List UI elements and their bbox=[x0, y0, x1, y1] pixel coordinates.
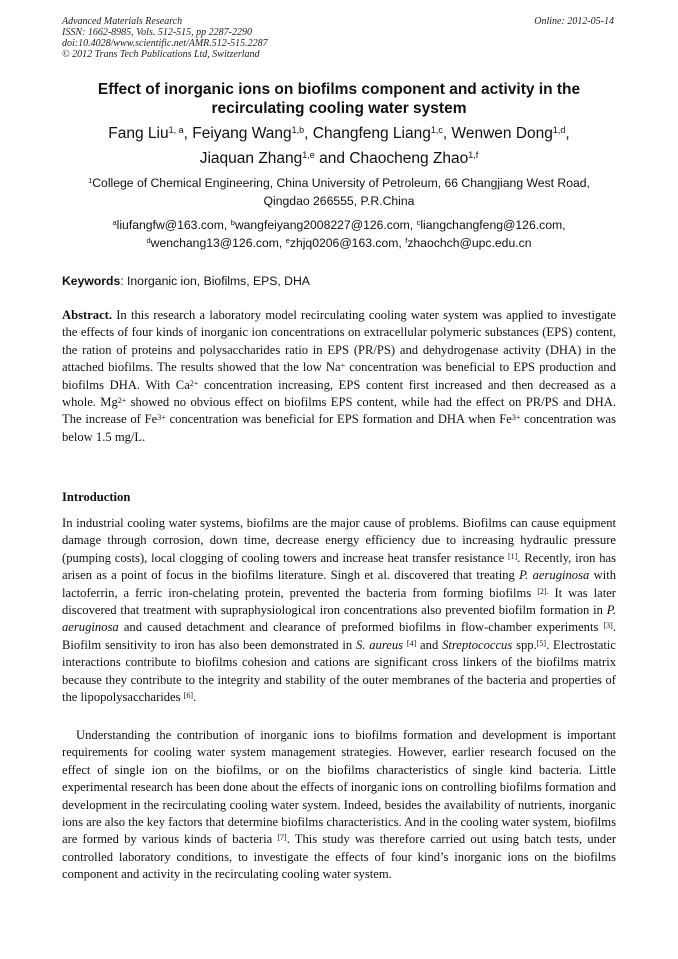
email: wenchang13@126.com, bbox=[150, 236, 283, 250]
species-name: P. aeruginosa bbox=[519, 568, 590, 583]
intro-paragraph-1 bbox=[62, 515, 616, 706]
author-name: Jiaquan Zhang bbox=[199, 150, 303, 167]
abstract-text: showed no obvious effect on biofilms EPS content, while had the effect on PR/PS and DHA. The increase of Fe bbox=[62, 395, 616, 427]
email-sup: b bbox=[230, 218, 235, 227]
author-sup: 1,e bbox=[302, 150, 315, 160]
issn: ISSN: 1662-8985, Vols. 512-515, pp 2287-2290 bbox=[62, 27, 252, 38]
abstract-label: Abstract. bbox=[62, 308, 113, 322]
body-text: . This study was therefore carried out using batch tests, under controlled laboratory conditions, to investigate the effects of four kind’s inorganic ions on the biofilms component and activity in the recirculating cooling water system. bbox=[62, 832, 617, 882]
ion-charge: 2+ bbox=[117, 396, 127, 406]
journal-name: Advanced Materials Research bbox=[62, 16, 183, 27]
body-text: spp. bbox=[512, 637, 537, 652]
body-text: . Biofilm sensitivity to iron has also been demonstrated in bbox=[62, 620, 616, 652]
abstract-text: concentration was beneficial for EPS formation and DHA when Fe bbox=[165, 412, 512, 427]
citation: [1] bbox=[507, 551, 518, 561]
email: zhaochch@upc.edu.cn bbox=[407, 236, 532, 250]
body-text: . Electrostatic interactions contribute to biofilms cohesion and cations are significant cross linkers of the biofilms matrix because they contribute to the integrity and stability of the outer membranes of the bacteria and properties of the lipopolysaccharides bbox=[62, 637, 616, 705]
affiliation-line-2: Qingdao 266555, P.R.China bbox=[263, 194, 415, 208]
ion-charge: + bbox=[340, 361, 346, 371]
affiliation-sup: 1 bbox=[88, 176, 93, 185]
author-sup: 1,f bbox=[468, 150, 479, 160]
body-text: In industrial cooling water systems, biofilms are the major cause of problems. Biofilms can cause equipment damage through corrosion, down time, decrease energy efficiency due to increasing hydraulic pressure (pumping costs), local clogging of cooling towers and increase heat transfer resistance bbox=[62, 516, 616, 565]
email-sup: a bbox=[112, 218, 117, 227]
author-sup: 1,d bbox=[552, 125, 566, 135]
copyright: © 2012 Trans Tech Publications Ltd, Switzerland bbox=[62, 49, 260, 60]
affiliation bbox=[62, 174, 616, 210]
species-name: S. aureus bbox=[355, 637, 404, 652]
keywords bbox=[62, 274, 616, 288]
ion-charge: 3+ bbox=[511, 413, 521, 423]
journal-header bbox=[62, 16, 268, 60]
email-list bbox=[62, 216, 616, 252]
intro-paragraph-2 bbox=[62, 727, 616, 884]
author-and: and bbox=[319, 150, 345, 167]
title-line-2: recirculating cooling water system bbox=[211, 100, 467, 117]
author-name: Fang Liu bbox=[108, 125, 169, 142]
ion-charge: 2+ bbox=[189, 378, 199, 388]
author-name: Wenwen Dong bbox=[451, 125, 553, 142]
online-date: Online: 2012-05-14 bbox=[534, 16, 614, 27]
species-name: P. aeruginosa bbox=[62, 603, 616, 635]
citation: [3] bbox=[603, 621, 613, 631]
abstract-text: concentration was beneficial to EPS production and biofilms DHA. With Ca bbox=[62, 360, 617, 392]
doi: doi:10.4028/www.scientific.net/AMR.512-515.2287 bbox=[62, 38, 268, 49]
author-sup: 1,b bbox=[291, 125, 305, 135]
citation: [5] bbox=[536, 638, 547, 648]
author-name: Chaocheng Zhao bbox=[349, 150, 469, 167]
email: liangchangfeng@126.com, bbox=[420, 218, 566, 232]
email: wangfeiyang2008227@126.com, bbox=[234, 218, 414, 232]
abstract-text: concentration was below 1.5 mg/L. bbox=[62, 412, 617, 444]
citation: [4] bbox=[406, 638, 417, 648]
email: liufangfw@163.com, bbox=[116, 218, 228, 232]
author-sup: 1,c bbox=[430, 125, 443, 135]
author-list: Fang Liu$^{1, a}$, Feiyang Wang$^{1,b}$, Changfeng Liang$^{1,c}$, Wenwen Dong$^{1,d}$, Jiaquan Zhang$^{1,e}$ and Chaocheng Zhao$^{1,f}$ bbox=[108, 125, 570, 167]
species-name: Streptococcus bbox=[442, 637, 513, 652]
paper-title bbox=[62, 80, 616, 118]
email-sup: e bbox=[285, 236, 290, 245]
citation: [2]. bbox=[537, 586, 549, 596]
author-sup: 1, a bbox=[168, 125, 184, 135]
keywords-text: : Inorganic ion, Biofilms, EPS, DHA bbox=[120, 274, 310, 288]
body-text: . Recently, iron has arisen as a point of focus in the biofilms literature. Singh et al. discovered that treating bbox=[62, 550, 616, 583]
title-line-1: Effect of inorganic ions on biofilms component and activity in the bbox=[97, 81, 581, 98]
abstract bbox=[62, 307, 616, 446]
abstract-text: In this research a laboratory model recirculating cooling water system was applied to investigate the effects of four kinds of inorganic ion concentrations on extracellular polymeric substances (EPS) content, the ration of proteins and polysaccharides ratio in EPS (PR/PS) and dehydrogenase activity (DHA) in the attached biofilms. The results showed that the low Na bbox=[62, 308, 616, 375]
citation: [6] bbox=[183, 691, 194, 701]
body-text: It was later discovered that treatment with supraphysiological iron concentrations also prevented biofilm formation in bbox=[62, 585, 616, 618]
affiliation-line-1: College of Chemical Engineering, China University of Petroleum, 66 Changjiang West Road, bbox=[92, 176, 590, 190]
abstract-text: concentration increasing, EPS content first increased and then decreased as a whole. Mg bbox=[62, 377, 616, 410]
keywords-label: Keywords bbox=[62, 274, 121, 288]
email: zhjq0206@163.com, bbox=[289, 236, 402, 250]
email-sup: d bbox=[146, 236, 151, 245]
email-sup: c bbox=[416, 218, 421, 227]
author-name: Feiyang Wang bbox=[192, 125, 292, 142]
ion-charge: 3+ bbox=[157, 413, 166, 423]
author-name: Changfeng Liang bbox=[312, 125, 431, 142]
body-text: Understanding the contribution of inorganic ions to biofilms formation and development is important requirements for cooling water system management strategies. However, earlier research focused on the effect of single ion on the biofilms, or on the biofilms characteristics of single kind bacteria. Little experimental research has been done about the effects of inorganic ions on controlling biofilms formation and development in the recirculating cooling water system. Indeed, besides the availability of nutrients, inorganic ions are also the key factors that determine biofilms characteristics. And in the cooling water system, biofilms are formed by various kinds of bacteria bbox=[62, 728, 616, 847]
body-text: . bbox=[193, 690, 197, 705]
citation: [7] bbox=[277, 833, 287, 843]
body-text: and bbox=[416, 637, 443, 652]
body-text: with lactoferrin, a ferric iron-chelating protein, prevented the bacteria from forming biofilms bbox=[62, 568, 616, 600]
body-text: and caused detachment and clearance of preformed biofilms in flow-chamber experiments bbox=[118, 620, 604, 635]
email-sup: f bbox=[405, 236, 408, 245]
section-heading: Introduction bbox=[62, 490, 131, 504]
